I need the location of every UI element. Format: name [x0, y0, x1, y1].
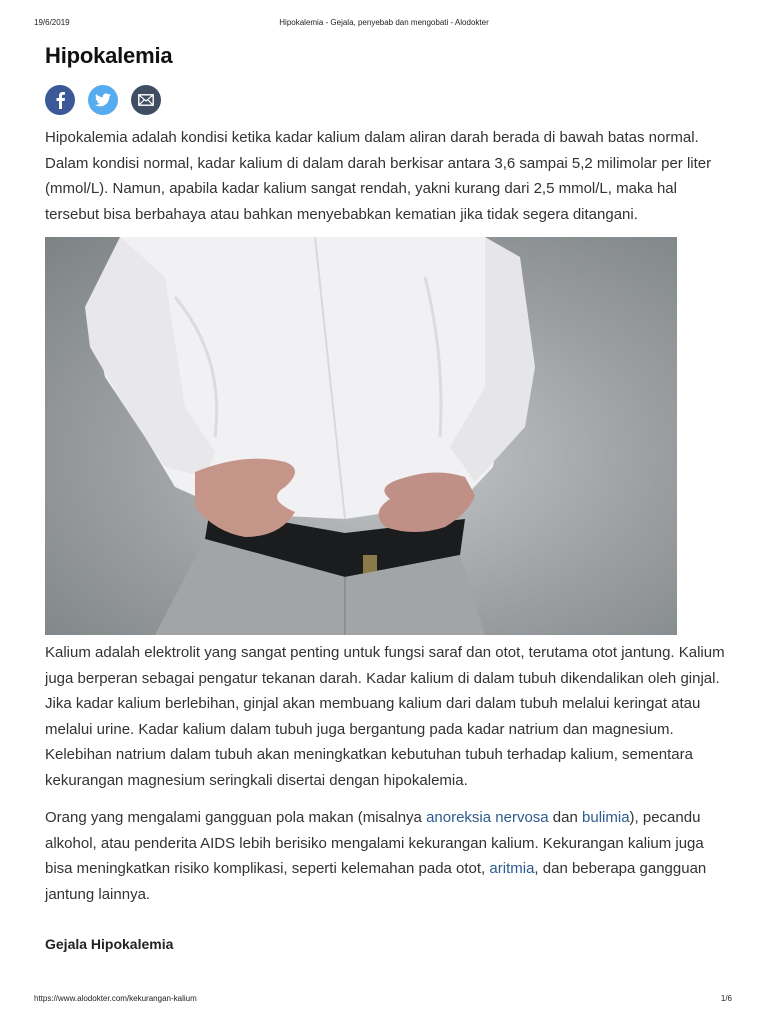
print-date: 19/6/2019 — [34, 18, 70, 27]
link-aritmia[interactable]: aritmia — [489, 860, 535, 877]
article — [45, 42, 735, 952]
article-title: Hipokalemia — [45, 43, 173, 68]
share-twitter-button[interactable] — [88, 85, 118, 115]
article-hero-image — [45, 237, 677, 635]
paragraph-risk — [45, 805, 735, 907]
print-url: https://www.alodokter.com/kekurangan-kalium — [34, 994, 197, 1003]
text-run: Orang yang mengalami gangguan pola makan (misalnya — [45, 809, 427, 826]
print-footer — [0, 994, 768, 1006]
link-bulimia[interactable]: bulimia — [582, 809, 630, 826]
text-run: ), pecandu alkohol, atau penderita AIDS lebih berisiko mengalami kekurangan kalium. Kekurangan kalium juga bisa meningkatkan risiko komplikasi, seperti kelemahan pada otot, — [45, 809, 704, 877]
paragraph-kalium: Kalium adalah elektrolit yang sangat penting untuk fungsi saraf dan otot, terutama otot jantung. Kalium juga berperan sebagai pengatur tekanan darah. Kadar kalium di dalam tubuh dikendalikan oleh ginjal. Jika kadar kalium berlebihan, ginjal akan membuang kalium dari dalam tubuh melalui keringat atau melalui urine. Kadar kalium dalam tubuh juga bergantung pada kadar natrium dan magnesium. Kelebihan natrium dalam tubuh akan meningkatkan kebutuhan tubuh terhadap kalium, sementara kekurangan magnesium seringkali disertai dengan hipokalemia. — [45, 644, 725, 789]
link-anoreksia-nervosa[interactable]: anoreksia nervosa — [426, 809, 549, 826]
facebook-icon — [54, 91, 66, 109]
text-run: , dan beberapa gangguan jantung lainnya. — [45, 860, 707, 903]
man-holding-stomach-illustration — [45, 237, 677, 635]
text-run: dan — [548, 809, 583, 826]
share-email-button[interactable] — [131, 85, 161, 115]
share-facebook-button[interactable] — [45, 85, 75, 115]
twitter-icon — [95, 93, 111, 107]
intro-paragraph: Hipokalemia adalah kondisi ketika kadar kalium dalam aliran darah berada di bawah batas normal. Dalam kondisi normal, kadar kalium di dalam darah berkisar antara 3,6 sampai 5,2 milimolar per liter (mmol/L). Namun, apabila kadar kalium sangat rendah, yakni kurang dari 2,5 mmol/L, maka hal tersebut bisa berbahaya atau bahkan menyebabkan kematian jika tidak segera ditangani. — [45, 129, 712, 223]
print-page-title: Hipokalemia - Gejala, penyebab dan mengobati - Alodokter — [279, 18, 489, 27]
section-heading-gejala: Gejala Hipokalemia — [45, 936, 174, 952]
print-header — [0, 18, 768, 30]
print-page-number: 1/6 — [720, 994, 732, 1003]
mail-icon — [138, 94, 154, 106]
